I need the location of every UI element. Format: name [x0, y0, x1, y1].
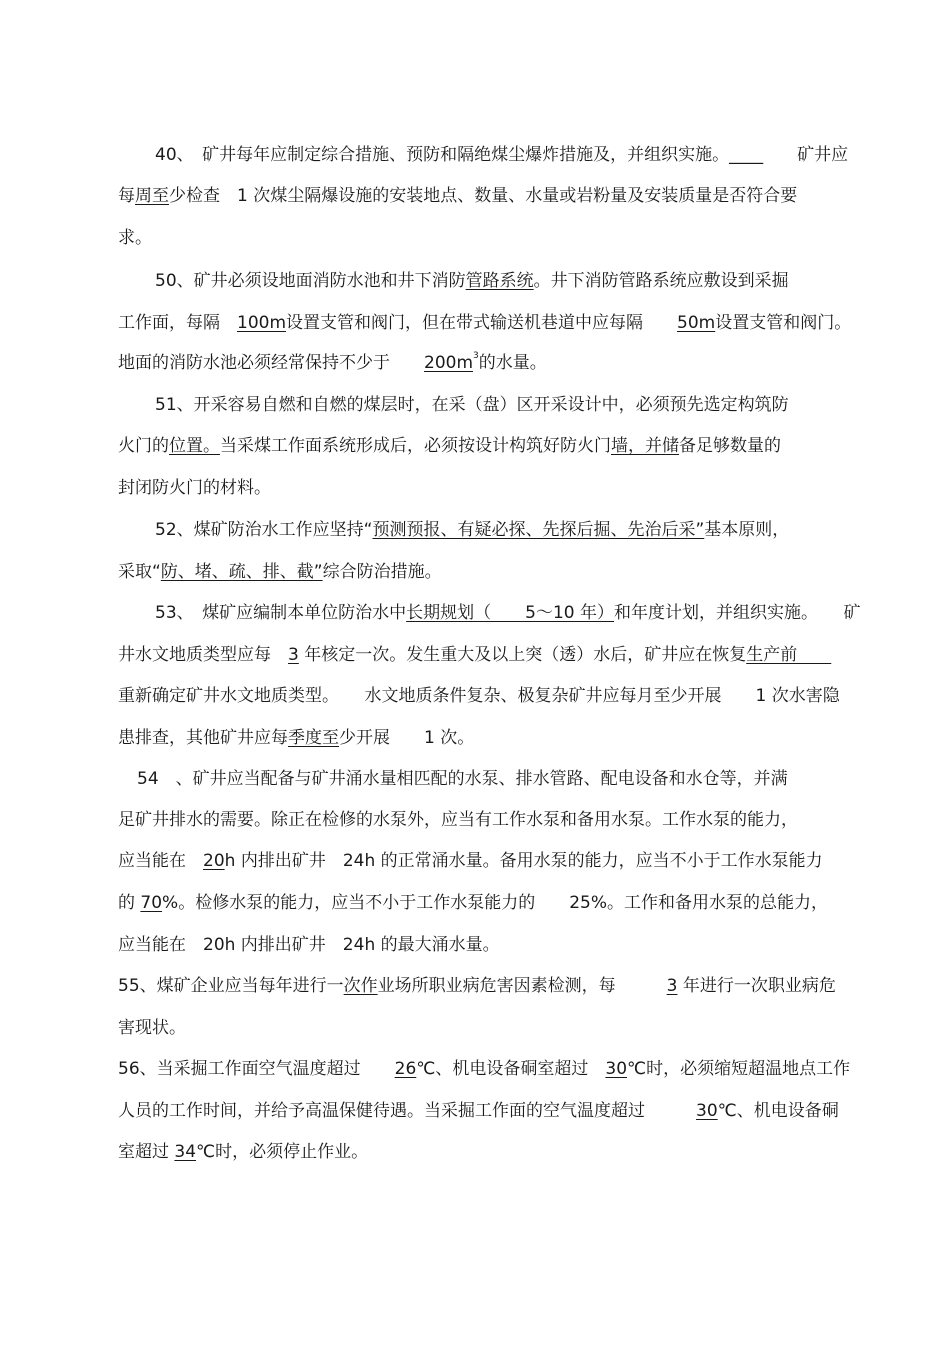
blank-answer: 3	[288, 645, 299, 665]
blank-answer: 70	[140, 893, 163, 913]
q52-line-1: 52、煤矿防治水工作应坚持“预测预报、有疑必探、先探后掘、先治后采”基本原则，	[155, 520, 790, 540]
blank-answer: 位置。	[169, 436, 220, 456]
blank-answer: 生产前	[746, 645, 832, 665]
q54-line-3: 应当能在 20h 内排出矿井 24h 的正常涌水量。备用水泵的能力，应当不小于工作水泵能力	[118, 851, 823, 871]
q40-line-1: 40、 矿井每年应制定综合措施、预防和隔绝煤尘爆炸措施及，并组织实施。____ 矿井应	[155, 145, 849, 165]
q52-line-2: 采取“防、堵、疏、排、截”综合防治措施。	[118, 562, 442, 582]
q53-line-2: 井水文地质类型应每 3 年核定一次。发生重大及以上突（透）水后，矿井应在恢复生产前	[118, 645, 832, 665]
q51-line-3: 封闭防火门的材料。	[118, 478, 271, 498]
q51-line-2: 火门的位置。当采煤工作面系统形成后，必须按设计构筑好防火门墙，并储备足够数量的	[118, 436, 781, 456]
blank-answer: 30	[605, 1059, 628, 1079]
q55-line-1: 55、煤矿企业应当每年进行一次作业场所职业病危害因素检测，每 3 年进行一次职业病危	[118, 976, 836, 996]
q51-line-1: 51、开采容易自燃和自燃的煤层时，在采（盘）区开采设计中，必须预先选定构筑防	[155, 395, 789, 415]
q53-line-1: 53、 煤矿应编制本单位防治水中长期规划（ 5～10 年）和年度计划，并组织实施。 矿	[155, 603, 861, 623]
q55-line-2: 害现状。	[118, 1018, 186, 1038]
blank-answer: 26	[394, 1059, 417, 1079]
q50-line-1: 50、矿井必须设地面消防水池和井下消防管路系统。井下消防管路系统应敷设到采掘	[155, 271, 789, 291]
q53-line-3: 重新确定矿井水文地质类型。 水文地质条件复杂、极复杂矿井应每月至少开展 1 次水害隐	[118, 686, 840, 706]
blank-answer: 预测预报、有疑必探、先探后掘、先治后采”	[372, 520, 705, 540]
blank-answer: 长期规划（ 5～10 年）	[406, 603, 614, 623]
blank-answer: 30	[696, 1101, 718, 1121]
q54-line-1: 54 、矿井应当配备与矿井涌水量相匹配的水泵、排水管路、配电设备和水仓等，并满	[137, 769, 788, 789]
q40-line-3: 求。	[118, 228, 152, 248]
blank-answer: 季度至	[288, 728, 339, 748]
blank-answer: 墙，并储	[611, 436, 679, 456]
blank-answer: 防、堵、疏、排、截”	[160, 562, 323, 582]
q40-line-2: 每周至少检查 1 次煤尘隔爆设施的安装地点、数量、水量或岩粉量及安装质量是否符合要	[118, 186, 798, 206]
blank-answer: 次作	[343, 976, 378, 996]
q54-line-2: 足矿井排水的需要。除正在检修的水泵外，应当有工作水泵和备用水泵。工作水泵的能力，	[118, 810, 798, 830]
blank-answer: 管路系统	[465, 271, 534, 291]
q53-line-4: 患排查，其他矿井应每季度至少开展 1 次。	[118, 728, 475, 748]
blank-answer: 50m	[677, 313, 716, 333]
q54-line-4: 的 70%。检修水泵的能力，应当不小于工作水泵能力的 25%。工作和备用水泵的总能力，	[118, 893, 828, 913]
blank-answer: 20	[203, 851, 225, 871]
blank-answer: 100m	[237, 313, 287, 333]
blank-answer: 3	[666, 976, 678, 996]
q54-line-5: 应当能在 20h 内排出矿井 24h 的最大涌水量。	[118, 935, 500, 955]
q50-line-3: 地面的消防水池必须经常保持不少于 $200m^3$的水量。	[118, 351, 547, 373]
q56-line-3: 室超过 34℃时，必须停止作业。	[118, 1142, 369, 1162]
q56-line-1: 56、当采掘工作面空气温度超过 26℃、机电设备硐室超过 30℃时，必须缩短超温地点工作	[118, 1059, 851, 1079]
q50-line-2: 工作面，每隔 100m设置支管和阀门，但在带式输送机巷道中应每隔 50m设置支管和阀门。	[118, 313, 852, 333]
blank-answer: 34	[174, 1142, 197, 1162]
blank-answer: 200m	[424, 353, 474, 373]
q56-line-2: 人员的工作时间，并给予高温保健待遇。当采掘工作面的空气温度超过 30℃、机电设备硐	[118, 1101, 839, 1121]
blank-answer: 周至	[135, 186, 169, 206]
